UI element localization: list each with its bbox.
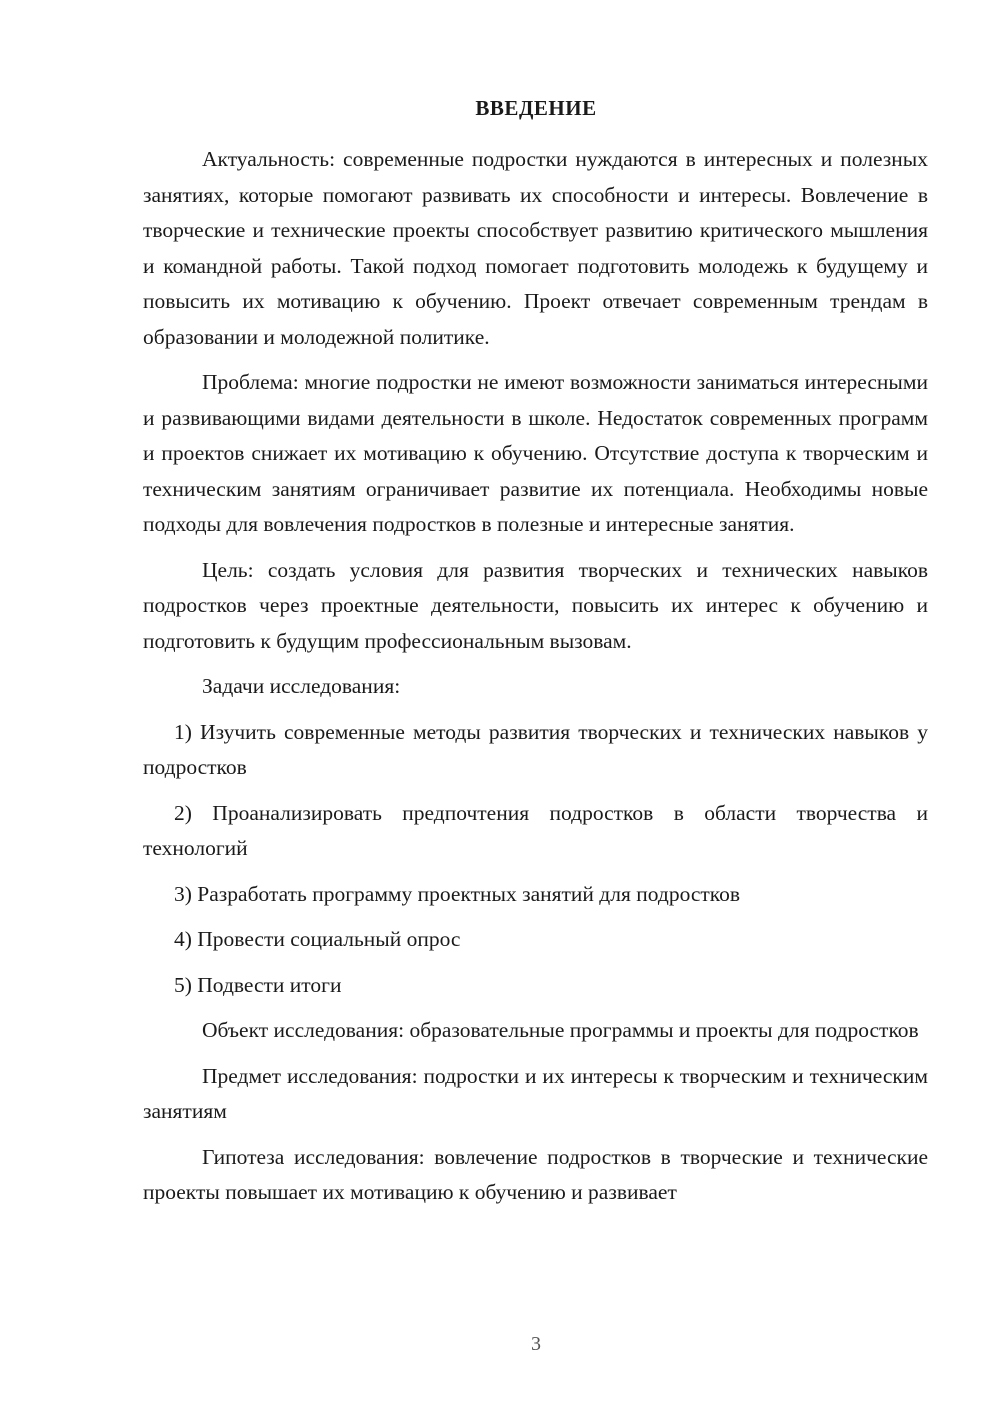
document-body <box>143 142 928 1221</box>
paragraph-relevance: Актуальность: современные подростки нуждаются в интересных и полезных занятиях, которые помогают развивать их способности и интересы. Вовлечение в творческие и технические проекты способствует развитию критического мышления и командной работы. Такой подход помогает подготовить молодежь к будущему и повысить их мотивацию к обучению. Проект отвечает современным трендам в образовании и молодежной политике. <box>143 147 928 349</box>
tasks-heading: Задачи исследования: <box>202 674 401 698</box>
section-title: ВВЕДЕНИЕ <box>475 96 597 120</box>
paragraph-goal: Цель: создать условия для развития творческих и технических навыков подростков через проектные деятельности, повысить их интерес к обучению и подготовить к будущим профессиональным вызовам. <box>143 557 928 653</box>
task-item-1: 1) Изучить современные методы развития творческих и технических навыков у подростков <box>143 719 928 779</box>
paragraph-hypothesis: Гипотеза исследования: вовлечение подростков в творческие и технические проекты повышает их мотивацию к обучению и развивает <box>143 1144 928 1204</box>
task-item-3: 3) Разработать программу проектных занятий для подростков <box>174 881 741 906</box>
task-item-2: 2) Проанализировать предпочтения подростков в области творчества и технологий <box>143 800 928 860</box>
paragraph-object: Объект исследования: образовательные программы и проекты для подростков <box>202 1018 919 1042</box>
task-item-4: 4) Провести социальный опрос <box>174 927 461 951</box>
task-item-5: 5) Подвести итоги <box>174 972 342 997</box>
paragraph-problem: Проблема: многие подростки не имеют возможности заниматься интересными и развивающими видами деятельности в школе. Недостаток современных программ и проектов снижает их мотивацию к обучению. Отсутствие доступа к творческим и техническим занятиям ограничивает развитие их потенциала. Необходимы новые подходы для вовлечения подростков в полезные и интересные занятия. <box>143 370 928 536</box>
paragraph-subject: Предмет исследования: подростки и их интересы к творческим и техническим занятиям <box>143 1063 928 1123</box>
page-number: 3 <box>531 1333 541 1355</box>
